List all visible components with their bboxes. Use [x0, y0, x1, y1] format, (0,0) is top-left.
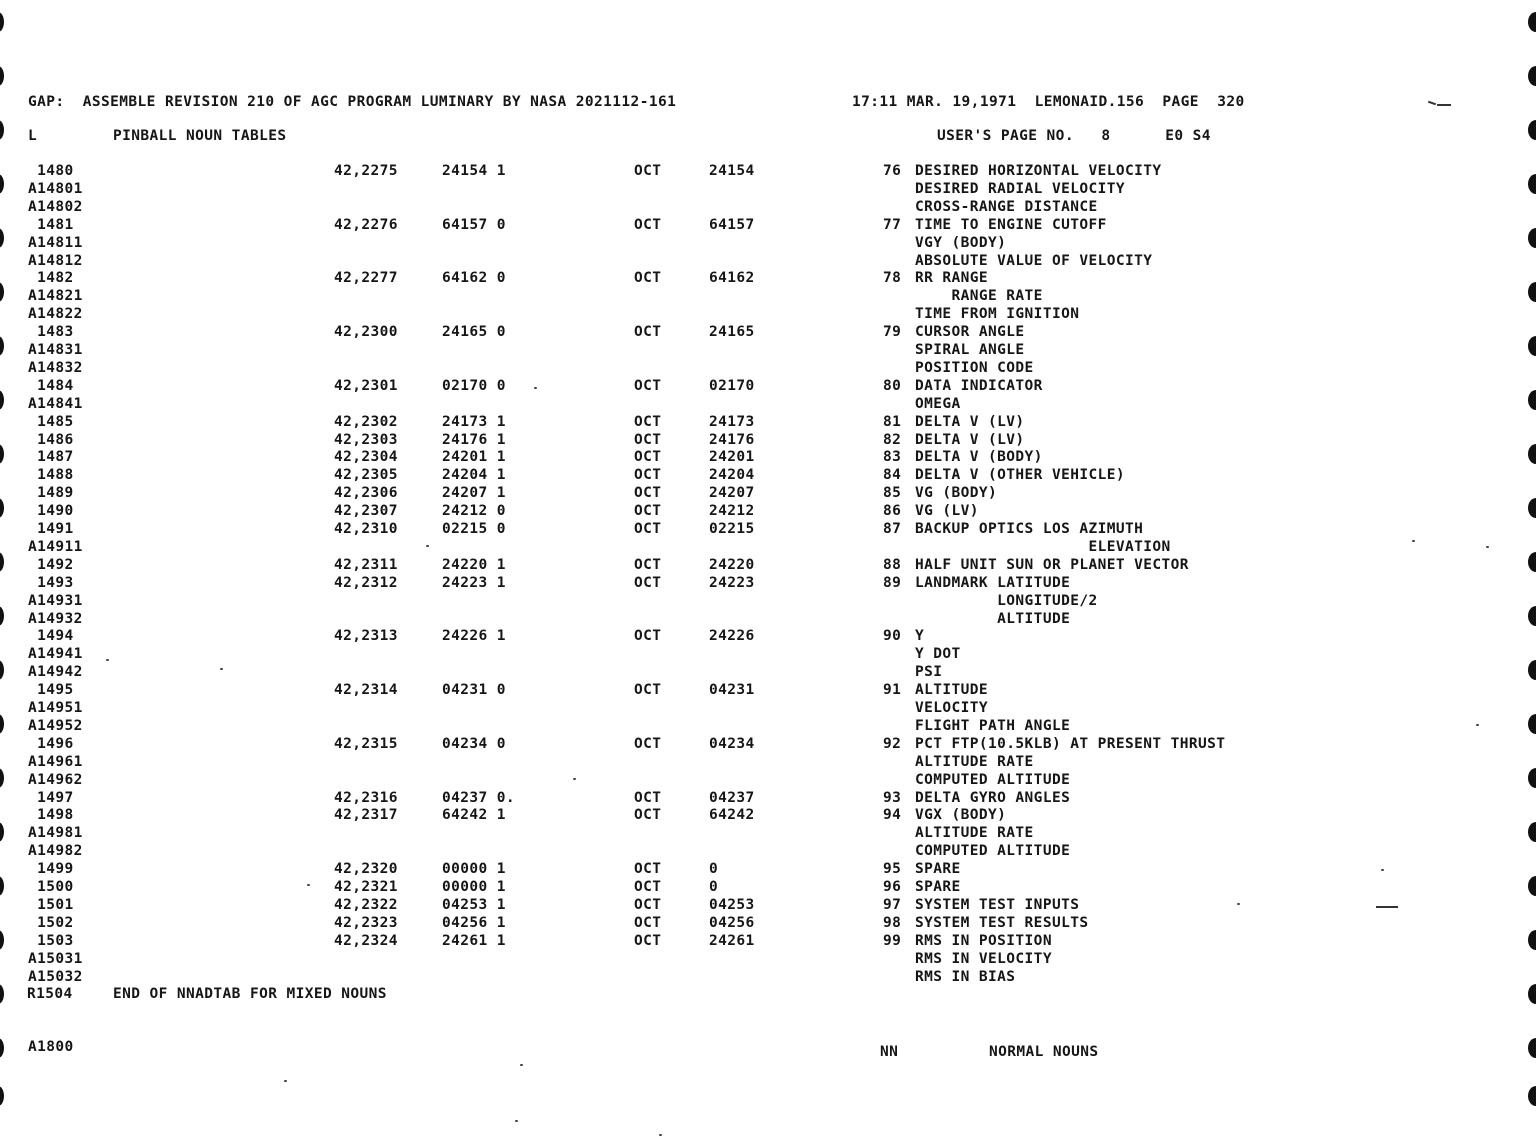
scan-speck: [1381, 869, 1384, 871]
line-number: A15031: [28, 950, 83, 967]
octal-word: 24165 0: [442, 324, 506, 341]
memory-address: 42,2302: [334, 413, 398, 430]
line-number: 1485: [28, 413, 74, 430]
listing-row: [0, 789, 1536, 807]
noun-description: LANDMARK LATITUDE: [915, 574, 1071, 591]
footer-row-description: NORMAL NOUNS: [989, 1044, 1099, 1060]
octal-word: 00000 1: [442, 879, 506, 895]
listing-row: [0, 896, 1536, 914]
listing-row: [0, 556, 1536, 574]
opcode: OCT: [634, 896, 662, 913]
noun-description: DATA INDICATOR: [915, 377, 1043, 394]
noun-description: VG (LV): [915, 503, 979, 520]
scan-speck: [426, 545, 429, 547]
listing-row: [0, 323, 1536, 341]
operand: 24173: [709, 413, 755, 430]
line-number: 1493: [28, 574, 74, 591]
noun-number: 94: [883, 807, 902, 824]
octal-word: 24173 1: [442, 413, 506, 430]
memory-address: 42,2276: [334, 216, 398, 233]
noun-number: 93: [883, 789, 902, 806]
noun-description: CURSOR ANGLE: [915, 324, 1025, 341]
line-number: 1503: [28, 932, 74, 949]
operand: 0: [709, 861, 719, 878]
line-number: A14941: [28, 646, 83, 663]
feed-hole: [1528, 120, 1536, 140]
memory-address: 42,2306: [334, 485, 398, 502]
noun-number: 81: [883, 413, 902, 430]
memory-address: 42,2313: [334, 628, 398, 645]
scan-mark: [1428, 101, 1436, 106]
line-number: A14932: [28, 610, 83, 627]
line-number: 1481: [28, 216, 74, 233]
listing-row: [0, 753, 1536, 771]
noun-description: DESIRED RADIAL VELOCITY: [915, 180, 1125, 197]
operand: 04253: [709, 896, 755, 913]
footer-row-label: NN: [880, 1044, 899, 1060]
listing-row: [0, 466, 1536, 484]
listing-row: [0, 359, 1536, 377]
noun-description: RANGE RATE: [915, 288, 1043, 305]
feed-hole: [1528, 1038, 1536, 1058]
opcode: OCT: [634, 467, 662, 484]
noun-description: PCT FTP(10.5KLB) AT PRESENT THRUST: [915, 735, 1226, 752]
listing-row: [0, 234, 1536, 252]
line-number: A14831: [28, 342, 83, 358]
opcode: OCT: [634, 735, 662, 752]
listing-row: [0, 950, 1536, 968]
listing-row: [0, 395, 1536, 413]
listing-row: [0, 377, 1536, 395]
noun-description: RMS IN VELOCITY: [915, 950, 1052, 967]
octal-word: 24201 1: [442, 449, 506, 466]
line-number: A14982: [28, 843, 83, 860]
opcode: OCT: [634, 879, 662, 895]
octal-word: 64157 0: [442, 216, 506, 233]
noun-number: 88: [883, 556, 902, 573]
line-number: A14951: [28, 700, 83, 716]
end-row-text: END OF NNADTAB FOR MIXED NOUNS: [113, 986, 387, 1002]
listing-row: [0, 914, 1536, 932]
listing-row: [0, 878, 1536, 896]
line-number: A14962: [28, 771, 83, 788]
operand: 04234: [709, 735, 755, 752]
noun-description: OMEGA: [915, 395, 961, 412]
operand: 24204: [709, 467, 755, 484]
memory-address: 42,2301: [334, 377, 398, 394]
operand: 04256: [709, 914, 755, 931]
memory-address: 42,2311: [334, 556, 398, 573]
listing-row: [0, 592, 1536, 610]
listing-row: [0, 252, 1536, 270]
feed-hole: [0, 66, 4, 86]
listing-row: [0, 627, 1536, 645]
line-number: A14911: [28, 538, 83, 555]
memory-address: 42,2314: [334, 682, 398, 699]
memory-address: 42,2315: [334, 735, 398, 752]
opcode: OCT: [634, 324, 662, 341]
noun-number: 97: [883, 896, 902, 913]
line-number: 1494: [28, 628, 74, 645]
line-number: 1495: [28, 682, 74, 699]
line-number: 1488: [28, 467, 74, 484]
scan-speck: [284, 1080, 287, 1082]
noun-number: 86: [883, 503, 902, 520]
operand: 24207: [709, 485, 755, 502]
opcode: OCT: [634, 216, 662, 233]
opcode: OCT: [634, 556, 662, 573]
header-assembly-info: GAP: ASSEMBLE REVISION 210 OF AGC PROGRAM LUMINARY BY NASA 2021112-161: [28, 94, 677, 110]
opcode: OCT: [634, 413, 662, 430]
listing-row: [0, 520, 1536, 538]
line-number: A14981: [28, 825, 83, 842]
noun-description: CROSS-RANGE DISTANCE: [915, 198, 1098, 215]
memory-address: 42,2310: [334, 521, 398, 537]
line-number: A14821: [28, 288, 83, 305]
noun-description: DELTA V (OTHER VEHICLE): [915, 467, 1125, 484]
memory-address: 42,2277: [334, 270, 398, 287]
operand: 24220: [709, 556, 755, 573]
operand: 0: [709, 879, 719, 895]
scan-speck: [1486, 546, 1489, 548]
feed-hole: [0, 984, 4, 1004]
line-number: A14802: [28, 198, 83, 215]
listing-row: [0, 502, 1536, 520]
noun-description: VGY (BODY): [915, 234, 1007, 251]
scan-speck: [515, 1120, 518, 1122]
octal-word: 04256 1: [442, 914, 506, 931]
operand: 24212: [709, 503, 755, 520]
listing-row: [0, 663, 1536, 681]
feed-hole: [1528, 1086, 1536, 1106]
octal-word: 24176 1: [442, 431, 506, 448]
opcode: OCT: [634, 789, 662, 806]
noun-number: 92: [883, 735, 902, 752]
end-row-number: R1504: [27, 986, 73, 1002]
octal-word: 24204 1: [442, 467, 506, 484]
section-title: PINBALL NOUN TABLES: [113, 128, 287, 144]
octal-word: 64242 1: [442, 807, 506, 824]
noun-description: TIME FROM IGNITION: [915, 306, 1080, 323]
line-number: A14961: [28, 753, 83, 770]
noun-number: 95: [883, 861, 902, 878]
listing-row: [0, 771, 1536, 789]
listing-row: [0, 305, 1536, 323]
noun-description: ABSOLUTE VALUE OF VELOCITY: [915, 252, 1153, 269]
memory-address: 42,2305: [334, 467, 398, 484]
memory-address: 42,2307: [334, 503, 398, 520]
opcode: OCT: [634, 574, 662, 591]
memory-address: 42,2323: [334, 914, 398, 931]
opcode: OCT: [634, 270, 662, 287]
noun-description: COMPUTED ALTITUDE: [915, 843, 1071, 860]
octal-word: 24207 1: [442, 485, 506, 502]
memory-address: 42,2324: [334, 932, 398, 949]
feed-hole: [0, 1086, 4, 1106]
opcode: OCT: [634, 521, 662, 537]
line-number: 1497: [28, 789, 74, 806]
line-number: A14942: [28, 664, 83, 681]
operand: 64162: [709, 270, 755, 287]
operand: 02215: [709, 521, 755, 537]
noun-number: 96: [883, 879, 902, 895]
listing-row: [0, 717, 1536, 735]
noun-number: 90: [883, 628, 902, 645]
noun-description: SPARE: [915, 879, 961, 895]
opcode: OCT: [634, 431, 662, 448]
scan-speck: [520, 1064, 523, 1066]
noun-description: Y: [915, 628, 925, 645]
memory-address: 42,2304: [334, 449, 398, 466]
scan-speck: [106, 659, 109, 661]
noun-number: 77: [883, 216, 902, 233]
scan-speck: [1412, 540, 1415, 542]
noun-number: 87: [883, 521, 902, 537]
scan-speck: [1237, 903, 1240, 905]
listing-row: [0, 216, 1536, 234]
octal-word: 04231 0: [442, 682, 506, 699]
line-number: A14931: [28, 592, 83, 609]
operand: 24165: [709, 324, 755, 341]
line-number: 1480: [28, 163, 74, 179]
scan-mark: [1437, 104, 1451, 106]
listing-row: [0, 681, 1536, 699]
noun-description: HALF UNIT SUN OR PLANET VECTOR: [915, 556, 1189, 573]
noun-description: DELTA V (LV): [915, 413, 1025, 430]
memory-address: 42,2322: [334, 896, 398, 913]
noun-description: ELEVATION: [915, 538, 1171, 555]
octal-word: 02215 0: [442, 521, 506, 537]
line-number: A14952: [28, 717, 83, 734]
line-number: 1500: [28, 879, 74, 895]
opcode: OCT: [634, 485, 662, 502]
listing-row: [0, 448, 1536, 466]
octal-word: 24212 0: [442, 503, 506, 520]
noun-description: DELTA V (BODY): [915, 449, 1043, 466]
listing-row: [0, 484, 1536, 502]
scan-speck: [307, 884, 310, 886]
noun-description: LONGITUDE/2: [915, 592, 1098, 609]
footer-row-number: A1800: [28, 1039, 74, 1055]
noun-description: RR RANGE: [915, 270, 989, 287]
opcode: OCT: [634, 377, 662, 394]
listing-row: [0, 824, 1536, 842]
scan-speck: [220, 668, 223, 670]
opcode: OCT: [634, 503, 662, 520]
scan-speck: [1476, 724, 1479, 726]
noun-description: RMS IN POSITION: [915, 932, 1052, 949]
noun-description: VG (BODY): [915, 485, 998, 502]
noun-number: 85: [883, 485, 902, 502]
line-number: A14841: [28, 395, 83, 412]
scan-speck: [534, 387, 537, 389]
opcode: OCT: [634, 449, 662, 466]
octal-word: 04253 1: [442, 896, 506, 913]
noun-number: 80: [883, 377, 902, 394]
noun-description: FLIGHT PATH ANGLE: [915, 717, 1071, 734]
noun-description: RMS IN BIAS: [915, 968, 1016, 985]
opcode: OCT: [634, 682, 662, 699]
memory-address: 42,2321: [334, 879, 398, 895]
noun-number: 89: [883, 574, 902, 591]
listing-row: [0, 538, 1536, 556]
feed-hole: [0, 120, 4, 140]
feed-hole: [1528, 12, 1536, 32]
line-number: 1489: [28, 485, 74, 502]
header-flag: L: [28, 128, 38, 144]
noun-description: SYSTEM TEST RESULTS: [915, 914, 1089, 931]
listing-row: [0, 645, 1536, 663]
listing-row: [0, 341, 1536, 359]
noun-number: 83: [883, 449, 902, 466]
operand: 64157: [709, 216, 755, 233]
octal-word: 64162 0: [442, 270, 506, 287]
operand: 24201: [709, 449, 755, 466]
line-number: 1496: [28, 735, 74, 752]
memory-address: 42,2275: [334, 163, 398, 179]
scan-speck: [659, 1134, 662, 1136]
listing-row: [0, 574, 1536, 592]
noun-description: BACKUP OPTICS LOS AZIMUTH: [915, 521, 1144, 537]
noun-description: ALTITUDE RATE: [915, 825, 1034, 842]
scan-mark: [1376, 906, 1398, 908]
octal-word: 24226 1: [442, 628, 506, 645]
noun-description: SPARE: [915, 861, 961, 878]
noun-number: 76: [883, 163, 902, 179]
octal-word: 02170 0: [442, 377, 506, 394]
octal-word: 04234 0: [442, 735, 506, 752]
opcode: OCT: [634, 163, 662, 179]
operand: 02170: [709, 377, 755, 394]
noun-number: 91: [883, 682, 902, 699]
opcode: OCT: [634, 861, 662, 878]
memory-address: 42,2316: [334, 789, 398, 806]
memory-address: 42,2317: [334, 807, 398, 824]
noun-description: ALTITUDE RATE: [915, 753, 1034, 770]
line-number: A14822: [28, 306, 83, 323]
listing-row: [0, 287, 1536, 305]
noun-number: 98: [883, 914, 902, 931]
noun-number: 99: [883, 932, 902, 949]
listing-row: [0, 198, 1536, 216]
operand: 24223: [709, 574, 755, 591]
noun-description: VELOCITY: [915, 700, 989, 716]
line-number: A14812: [28, 252, 83, 269]
listing-row: [0, 413, 1536, 431]
line-number: 1499: [28, 861, 74, 878]
user-page-number: USER'S PAGE NO. 8 E0 S4: [937, 128, 1211, 144]
octal-word: 24154 1: [442, 163, 506, 179]
noun-number: 78: [883, 270, 902, 287]
line-number: 1492: [28, 556, 74, 573]
memory-address: 42,2300: [334, 324, 398, 341]
memory-address: 42,2312: [334, 574, 398, 591]
noun-description: ALTITUDE: [915, 682, 989, 699]
opcode: OCT: [634, 628, 662, 645]
line-number: 1484: [28, 377, 74, 394]
feed-hole: [0, 1038, 4, 1058]
octal-word: 24220 1: [442, 556, 506, 573]
noun-description: TIME TO ENGINE CUTOFF: [915, 216, 1107, 233]
noun-description: DELTA V (LV): [915, 431, 1025, 448]
octal-word: 00000 1: [442, 861, 506, 878]
noun-description: DELTA GYRO ANGLES: [915, 789, 1071, 806]
line-number: A15032: [28, 968, 83, 985]
line-number: A14811: [28, 234, 83, 251]
noun-number: 79: [883, 324, 902, 341]
octal-word: 04237 0.: [442, 789, 516, 806]
operand: 24176: [709, 431, 755, 448]
listing-row: [0, 735, 1536, 753]
line-number: 1483: [28, 324, 74, 341]
memory-address: 42,2303: [334, 431, 398, 448]
noun-description: Y DOT: [915, 646, 961, 663]
listing-row: [0, 699, 1536, 717]
noun-description: PSI: [915, 664, 943, 681]
operand: 24226: [709, 628, 755, 645]
line-number: 1491: [28, 521, 74, 537]
noun-description: COMPUTED ALTITUDE: [915, 771, 1071, 788]
noun-number: 82: [883, 431, 902, 448]
noun-description: SPIRAL ANGLE: [915, 342, 1025, 358]
scan-speck: [573, 778, 576, 780]
feed-hole: [0, 12, 4, 32]
noun-description: ALTITUDE: [915, 610, 1071, 627]
line-number: A14832: [28, 359, 83, 376]
line-number: A14801: [28, 180, 83, 197]
opcode: OCT: [634, 932, 662, 949]
listing-row: [0, 180, 1536, 198]
feed-hole: [1528, 984, 1536, 1004]
opcode: OCT: [634, 807, 662, 824]
noun-description: DESIRED HORIZONTAL VELOCITY: [915, 163, 1162, 179]
feed-hole: [1528, 66, 1536, 86]
opcode: OCT: [634, 914, 662, 931]
listing-row: [0, 806, 1536, 824]
listing-row: [0, 162, 1536, 180]
operand: 24261: [709, 932, 755, 949]
octal-word: 24223 1: [442, 574, 506, 591]
noun-description: VGX (BODY): [915, 807, 1007, 824]
line-number: 1482: [28, 270, 74, 287]
listing-row: [0, 431, 1536, 449]
operand: 04231: [709, 682, 755, 699]
noun-description: POSITION CODE: [915, 359, 1034, 376]
line-number: 1498: [28, 807, 74, 824]
line-number: 1486: [28, 431, 74, 448]
operand: 64242: [709, 807, 755, 824]
line-number: 1490: [28, 503, 74, 520]
listing-row: [0, 968, 1536, 986]
noun-number: 84: [883, 467, 902, 484]
line-number: 1487: [28, 449, 74, 466]
octal-word: 24261 1: [442, 932, 506, 949]
operand: 24154: [709, 163, 755, 179]
line-number: 1501: [28, 896, 74, 913]
listing-row: [0, 610, 1536, 628]
header-date-page: 17:11 MAR. 19,1971 LEMONAID.156 PAGE 320: [852, 94, 1245, 110]
line-number: 1502: [28, 914, 74, 931]
listing-row: [0, 860, 1536, 878]
listing-row: [0, 269, 1536, 287]
memory-address: 42,2320: [334, 861, 398, 878]
listing-row: [0, 842, 1536, 860]
listing-row: [0, 932, 1536, 950]
noun-description: SYSTEM TEST INPUTS: [915, 896, 1080, 913]
operand: 04237: [709, 789, 755, 806]
